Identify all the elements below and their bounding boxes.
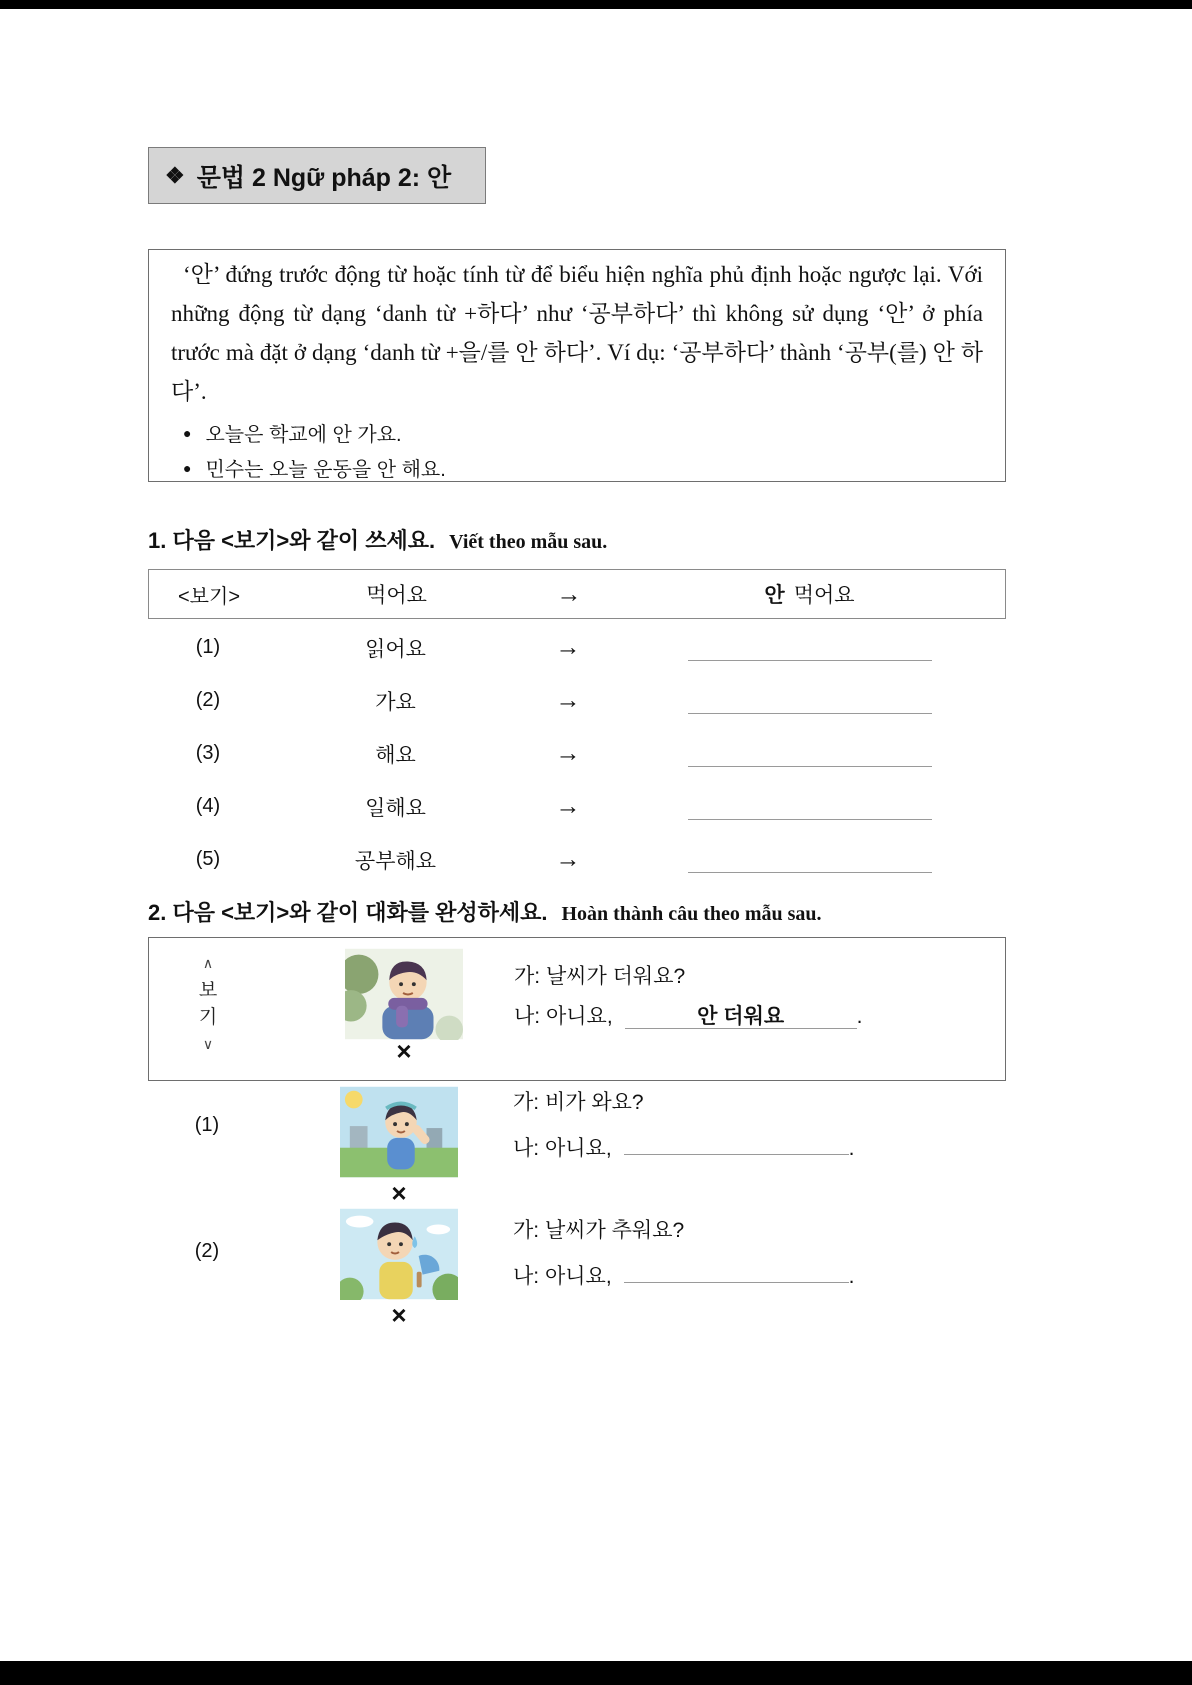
arrow-right-icon: → xyxy=(555,739,581,767)
row-number: (4) xyxy=(195,795,221,817)
dialogue-answer xyxy=(513,1254,855,1288)
answer-area xyxy=(613,740,1006,767)
bullet-text: 민수는 오늘 운동을 안 해요. xyxy=(205,459,446,481)
x-mark-icon: × xyxy=(391,1300,407,1330)
dialogue-question: 가: 날씨가 추워요? xyxy=(513,1219,685,1242)
row-number: (1) xyxy=(195,636,221,658)
side-label-char: 보 xyxy=(198,980,218,1001)
row-word: 공부해요 xyxy=(354,849,437,873)
answer-suffix: . xyxy=(848,1265,855,1288)
table-row xyxy=(148,727,1006,780)
example-label: <보기> xyxy=(178,585,240,608)
item-number: (2) xyxy=(194,1240,220,1262)
example-side-label xyxy=(193,950,223,1058)
table-row xyxy=(148,674,1006,727)
row-number: (5) xyxy=(195,848,221,870)
boy-in-scarf-cold-weather-illustration xyxy=(345,948,463,1040)
example-answer xyxy=(614,579,1005,609)
explanation-bullets xyxy=(171,415,983,482)
exercise1-rows xyxy=(148,621,1006,886)
answer-prefix: 나: 아니요, xyxy=(513,1137,612,1160)
answer-blank-line xyxy=(688,634,932,661)
arrow-right-icon: → xyxy=(555,792,581,820)
side-label-char: 기 xyxy=(198,1007,218,1028)
example-answer-bold: 안 xyxy=(764,584,785,607)
bullet-item xyxy=(171,450,983,482)
dialogue-answer xyxy=(514,1000,863,1034)
x-mark-icon: × xyxy=(396,1036,412,1066)
exercise2-item-2 xyxy=(148,1206,1006,1330)
answer-blank-line xyxy=(624,1126,849,1155)
page-bottom-bar xyxy=(0,1661,1192,1685)
exercise2-heading-vietnamese: Hoàn thành câu theo mẫu sau. xyxy=(561,903,822,925)
exercise2-heading-korean: 2. 다음 <보기>와 같이 대화를 완성하세요. xyxy=(148,900,548,925)
exercise2-example-box xyxy=(148,937,1006,1081)
bullet-item xyxy=(171,415,983,450)
answer-blank-line xyxy=(688,793,932,820)
boy-fanning-hot-weather-illustration xyxy=(340,1208,458,1300)
exercise1-example-row xyxy=(148,569,1006,619)
row-word: 가요 xyxy=(375,690,416,714)
answer-area xyxy=(613,793,1006,820)
caret-up-icon: ∧ xyxy=(202,955,214,971)
item-dialogue xyxy=(513,1086,855,1160)
bullet-text: 오늘은 학교에 안 가요. xyxy=(205,424,402,446)
arrow-right-icon: → xyxy=(556,579,582,608)
answer-blank-line xyxy=(688,846,932,873)
row-word: 해요 xyxy=(375,743,416,767)
table-row xyxy=(148,780,1006,833)
table-row xyxy=(148,833,1006,886)
arrow-right-icon: → xyxy=(555,686,581,714)
dialogue-question: 가: 날씨가 더워요? xyxy=(514,965,686,988)
caret-down-icon: ∨ xyxy=(202,1036,214,1052)
example-answer-rest: 먹어요 xyxy=(793,584,855,607)
answer-prefix: 나: 아니요, xyxy=(513,1265,612,1288)
girl-sunny-day-illustration xyxy=(340,1086,458,1178)
exercise1-heading-vietnamese: Viết theo mẫu sau. xyxy=(449,531,608,553)
answer-prefix: 나: 아니요, xyxy=(514,1005,613,1028)
diamond-icon: ❖ xyxy=(165,162,185,188)
answer-blank-line xyxy=(688,687,932,714)
explanation-box xyxy=(148,249,1006,482)
arrow-right-icon: → xyxy=(555,845,581,873)
exercise2-heading xyxy=(148,896,822,927)
answer-area xyxy=(613,687,1006,714)
answer-blank-line xyxy=(624,1254,849,1283)
answer-area xyxy=(613,846,1006,873)
exercise1-heading-korean: 1. 다음 <보기>와 같이 쓰세요. xyxy=(148,528,436,553)
exercise2-item-1 xyxy=(148,1086,1006,1208)
answer-area xyxy=(613,634,1006,661)
dialogue-question: 가: 비가 와요? xyxy=(513,1091,644,1114)
example-word: 먹어요 xyxy=(366,584,427,607)
item-number: (1) xyxy=(194,1114,220,1136)
bullet-icon: ● xyxy=(183,459,192,476)
page-top-bar xyxy=(0,0,1192,9)
table-row xyxy=(148,621,1006,674)
answer-fill-line: 안 더워요 xyxy=(625,1000,857,1029)
grammar-header-box xyxy=(148,147,486,204)
dialogue-answer xyxy=(513,1126,855,1160)
arrow-right-icon: → xyxy=(555,633,581,661)
row-word: 일해요 xyxy=(365,796,426,820)
example-dialogue xyxy=(514,960,863,1034)
row-number: (3) xyxy=(195,742,221,764)
bullet-icon: ● xyxy=(183,424,192,441)
row-number: (2) xyxy=(195,689,221,711)
exercise1-heading xyxy=(148,524,607,555)
answer-suffix: . xyxy=(848,1137,855,1160)
row-word: 읽어요 xyxy=(365,637,426,661)
item-dialogue xyxy=(513,1214,855,1288)
answer-blank-line xyxy=(688,740,932,767)
answer-suffix: . xyxy=(856,1005,863,1028)
x-mark-icon: × xyxy=(391,1178,407,1208)
page-title: 문법 2 Ngữ pháp 2: 안 xyxy=(196,163,452,192)
explanation-paragraph: ‘안’ đứng trước động từ hoặc tính từ để biểu hiện nghĩa phủ định hoặc ngược lại. Với những động từ dạng ‘danh từ +하다’ như ‘공부하다’ thì không sử dụng ‘안’ ở phía trước mà đặt ở dạng ‘danh từ +을/를 안 하다’. Ví dụ: ‘공부하다’ thành ‘공부(를) 안 하다’. xyxy=(171,262,983,404)
